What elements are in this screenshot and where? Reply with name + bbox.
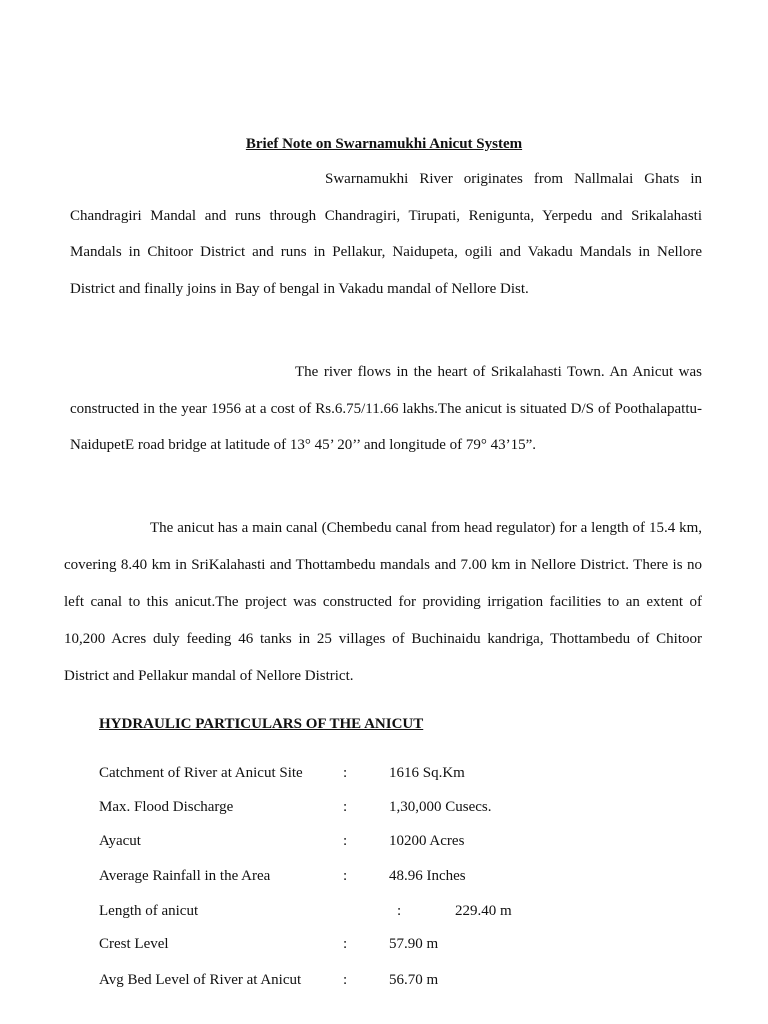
spec-row-crest-level <box>0 934 768 954</box>
spec-value: 10200 Acres <box>389 833 465 849</box>
spec-value: 1,30,000 Cusecs. <box>389 799 492 815</box>
spec-label: Ayacut <box>99 833 141 849</box>
spec-row-length-of-anicut <box>0 901 768 921</box>
spec-row-ayacut <box>0 831 768 851</box>
spec-value: 229.40 m <box>455 903 512 919</box>
spec-value: 48.96 Inches <box>389 868 466 884</box>
paragraph-anicut-construction: The river flows in the heart of Srikalahasti Town. An Anicut was constructed in the year 1956 at a cost of Rs.6.75/11.66 lakhs.The anicut is situated D/S of Poothalapattu-NaidupetE road bridge at latitude of 13° 45’ 20’’ and longitude of 79° 43’15”. <box>70 364 702 453</box>
spec-label: Average Rainfall in the Area <box>99 868 271 884</box>
document-title: Brief Note on Swarnamukhi Anicut System <box>245 136 523 152</box>
hydraulic-particulars-heading: HYDRAULIC PARTICULARS OF THE ANICUT <box>99 716 424 732</box>
spec-label: Max. Flood Discharge <box>99 799 234 815</box>
spec-colon: : <box>343 936 348 952</box>
spec-value: 1616 Sq.Km <box>389 765 465 781</box>
spec-value: 56.70 m <box>389 972 439 988</box>
spec-value: 57.90 m <box>389 936 439 952</box>
spec-label: Catchment of River at Anicut Site <box>99 765 303 781</box>
paragraph-river-origin: Swarnamukhi River originates from Nallmalai Ghats in Chandragiri Mandal and runs through Chandragiri, Tirupati, Renigunta, Yerpedu and Srikalahasti Mandals in Chitoor District and runs in Pellakur, Naidupeta, ogili and Vakadu Mandals in Nellore District and finally joins in Bay of bengal in Vakadu mandal of Nellore Dist. <box>70 171 702 297</box>
spec-colon: : <box>397 903 402 919</box>
spec-row-catchment <box>0 763 768 783</box>
spec-colon: : <box>343 765 348 781</box>
spec-row-average-rainfall <box>0 866 768 886</box>
spec-colon: : <box>343 799 348 815</box>
spec-row-max-flood-discharge <box>0 797 768 817</box>
spec-colon: : <box>343 868 348 884</box>
spec-label: Avg Bed Level of River at Anicut <box>99 972 302 988</box>
spec-label: Length of anicut <box>99 903 199 919</box>
spec-label: Crest Level <box>99 936 169 952</box>
spec-row-avg-bed-level <box>0 970 768 990</box>
paragraph-canal-details: The anicut has a main canal (Chembedu canal from head regulator) for a length of 15.4 km, covering 8.40 km in SriKalahasti and Thottambedu mandals and 7.00 km in Nellore District. There is no left canal to this anicut.The project was constructed for providing irrigation facilities to an extent of 10,200 Acres duly feeding 46 tanks in 25 villages of Buchinaidu kandriga, Thottambedu of Chitoor District and Pellakur mandal of Nellore District. <box>64 520 702 684</box>
spec-colon: : <box>343 833 348 849</box>
spec-colon: : <box>343 972 348 988</box>
